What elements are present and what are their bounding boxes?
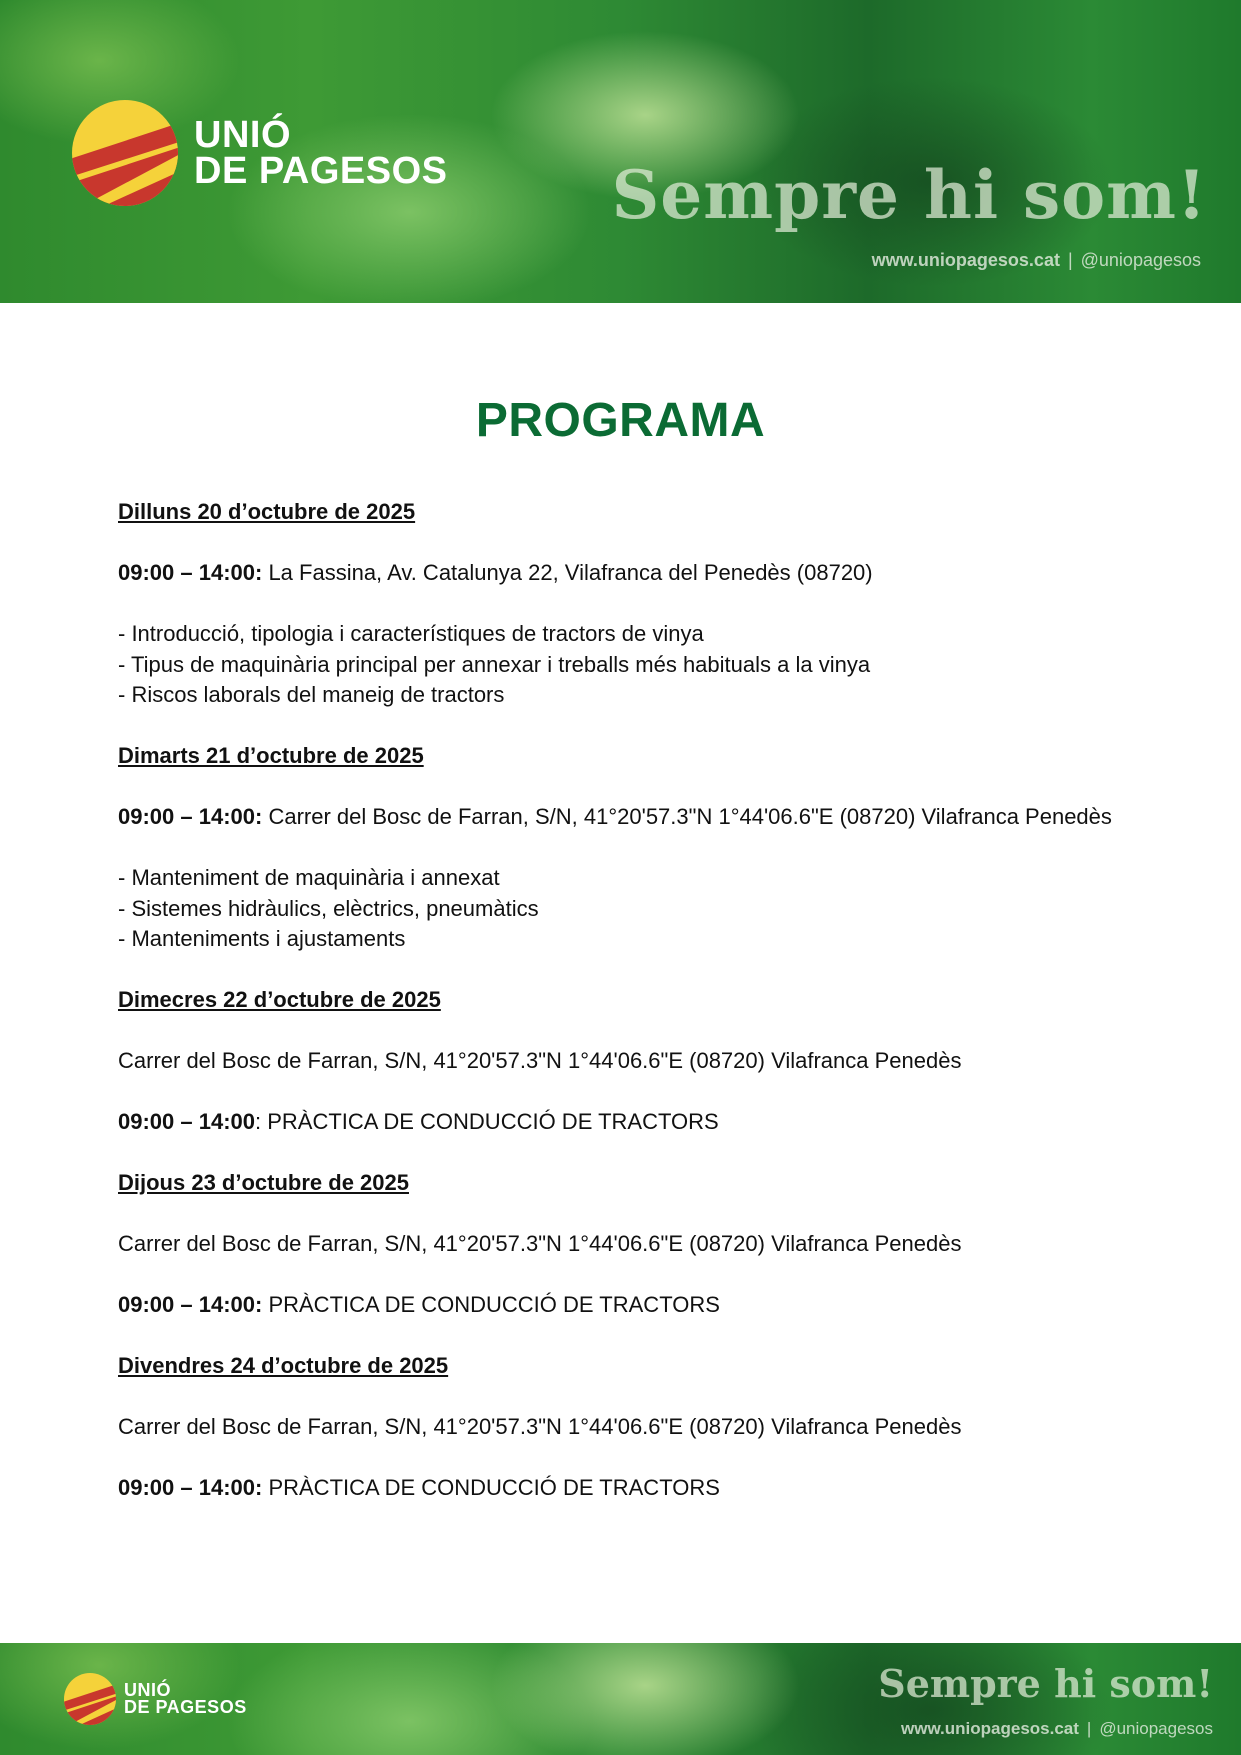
logo-line1: UNIÓ [124,1679,171,1700]
logo-emblem-icon [64,1673,116,1725]
location: Carrer del Bosc de Farran, S/N, 41°20'57.3"N 1°44'06.6"E (08720) Vilafranca Penedès [118,1231,962,1256]
list-item: - Manteniment de maquinària i annexat [118,865,500,890]
schedule-line [118,1107,1198,1138]
time-range: 09:00 – 14:00: [118,1292,263,1317]
activity: PRÀCTICA DE CONDUCCIÓ DE TRACTORS [262,1292,720,1317]
list-item: - Riscos laborals del maneig de tractors [118,682,505,707]
day-heading: Dijous 23 d’octubre de 2025 [118,1170,409,1195]
time-range: 09:00 – 14:00: [118,1475,263,1500]
time-range: 09:00 – 14:00 [118,1109,255,1134]
activity: : PRÀCTICA DE CONDUCCIÓ DE TRACTORS [255,1109,719,1134]
day-heading: Dilluns 20 d’octubre de 2025 [118,499,416,524]
social-handle[interactable]: @uniopagesos [1099,1719,1213,1738]
schedule-line [118,1473,1198,1504]
day-heading: Dimecres 22 d’octubre de 2025 [118,987,441,1012]
day-heading: Dimarts 21 d’octubre de 2025 [118,743,424,768]
activity: PRÀCTICA DE CONDUCCIÓ DE TRACTORS [262,1475,720,1500]
logo-line2: DE PAGESOS [194,150,448,192]
logo-line2: DE PAGESOS [124,1697,247,1717]
union-logo[interactable] [72,100,447,206]
logo-text [194,113,448,192]
program-content [118,497,1198,1504]
header-banner [0,0,1241,303]
location: Carrer del Bosc de Farran, S/N, 41°20'57.3"N 1°44'06.6"E (08720) Vilafranca Penedès [262,804,1112,829]
location: Carrer del Bosc de Farran, S/N, 41°20'57.3"N 1°44'06.6"E (08720) Vilafranca Penedès [118,1414,962,1439]
website-link[interactable]: www.uniopagesos.cat [871,250,1060,270]
slogan: Sempre hi som! [878,1661,1213,1706]
separator: | [1086,1719,1092,1738]
day-heading: Divendres 24 d’octubre de 2025 [118,1353,449,1378]
list-item: - Tipus de maquinària principal per annexar i treballs més habituals a la vinya [118,651,871,677]
time-range: 09:00 – 14:00: [118,560,263,585]
list-item: - Introducció, tipologia i característiques de tractors de vinya [118,621,704,646]
list-item: - Sistemes hidràulics, elèctrics, pneumàtics [118,895,539,921]
separator: | [1067,250,1073,270]
logo-emblem-icon [72,100,178,206]
union-logo[interactable] [64,1673,247,1725]
logo-text [124,1679,247,1717]
footer-banner [0,1643,1241,1755]
schedule-line [118,558,1198,589]
schedule-line [118,802,1198,833]
social-handle[interactable]: @uniopagesos [1080,250,1201,270]
location: Carrer del Bosc de Farran, S/N, 41°20'57.3"N 1°44'06.6"E (08720) Vilafranca Penedès [118,1048,962,1073]
website-link[interactable]: www.uniopagesos.cat [901,1719,1079,1738]
location: La Fassina, Av. Catalunya 22, Vilafranca del Penedès (08720) [262,560,873,585]
list-item: - Manteniments i ajustaments [118,926,406,951]
slogan: Sempre hi som! [611,156,1207,234]
time-range: 09:00 – 14:00: [118,804,263,829]
logo-line1: UNIÓ [194,113,291,156]
web-links [872,250,1201,271]
web-links [901,1719,1213,1739]
schedule-line [118,1290,1198,1321]
page-title: PROGRAMA [475,394,766,447]
